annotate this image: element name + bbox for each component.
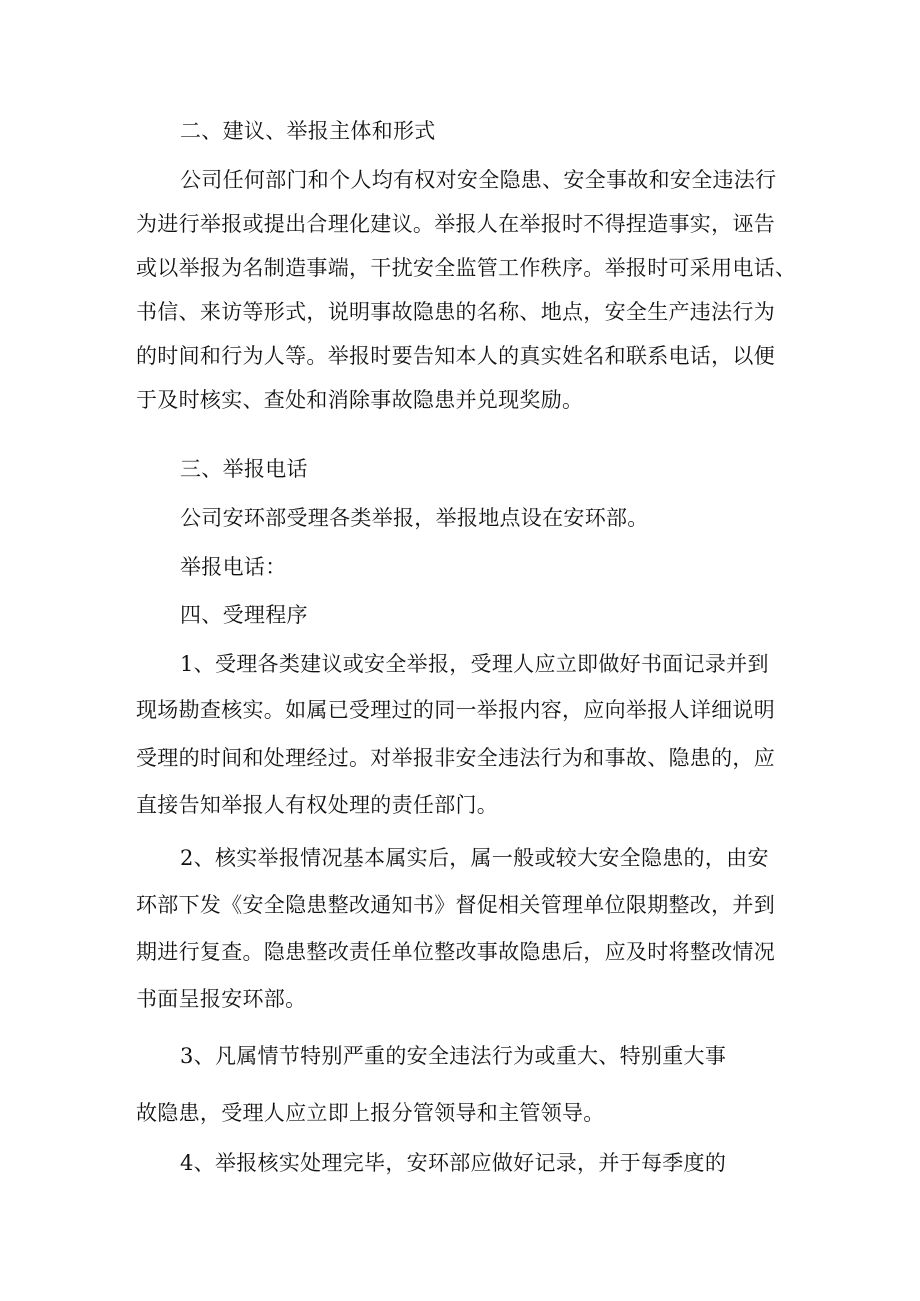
paragraph-line: 3、凡属情节特别严重的安全违法行为或重大、特别重大事	[180, 1044, 727, 1068]
paragraph-line: 2、核实举报情况基本属实后，属一般或较大安全隐患的，由安	[180, 846, 769, 870]
paragraph-line: 的时间和行为人等。举报时要告知本人的真实姓名和联系电话，以便	[136, 344, 775, 368]
section-heading-3: 三、举报电话	[180, 457, 308, 481]
paragraph-line: 现场勘查核实。如属已受理过的同一举报内容，应向举报人详细说明	[136, 698, 775, 722]
section-heading-4: 四、受理程序	[180, 603, 308, 627]
section-heading-2: 二、建议、举报主体和形式	[180, 119, 436, 143]
paragraph-line: 为进行举报或提出合理化建议。举报人在举报时不得捏造事实，诬告	[136, 212, 775, 236]
paragraph-line: 公司安环部受理各类举报，举报地点设在安环部。	[180, 506, 649, 530]
paragraph-line: 期进行复查。隐患整改责任单位整改事故隐患后，应及时将整改情况	[136, 940, 775, 964]
paragraph-line: 于及时核实、查处和消除事故隐患并兑现奖励。	[136, 388, 584, 412]
phone-label: 举报电话：	[180, 555, 287, 579]
paragraph-line: 书信、来访等形式，说明事故隐患的名称、地点，安全生产违法行为	[136, 300, 775, 324]
paragraph-line: 书面呈报安环部。	[136, 987, 307, 1011]
paragraph-line: 受理的时间和处理经过。对举报非安全违法行为和事故、隐患的，应	[136, 746, 775, 770]
paragraph-line: 环部下发《安全隐患整改通知书》督促相关管理单位限期整改，并到	[136, 893, 775, 917]
paragraph-line: 4、举报核实处理完毕，安环部应做好记录，并于每季度的	[180, 1151, 727, 1175]
paragraph-line: 直接告知举报人有权处理的责任部门。	[136, 793, 499, 817]
paragraph-line: 1、受理各类建议或安全举报，受理人应立即做好书面记录并到	[180, 652, 769, 676]
paragraph-line: 或以举报为名制造事端，干扰安全监管工作秩序。举报时可采用电话、	[136, 256, 797, 280]
paragraph-line: 公司任何部门和个人均有权对安全隐患、安全事故和安全违法行	[180, 168, 777, 192]
paragraph-line: 故隐患，受理人应立即上报分管领导和主管领导。	[136, 1101, 605, 1125]
